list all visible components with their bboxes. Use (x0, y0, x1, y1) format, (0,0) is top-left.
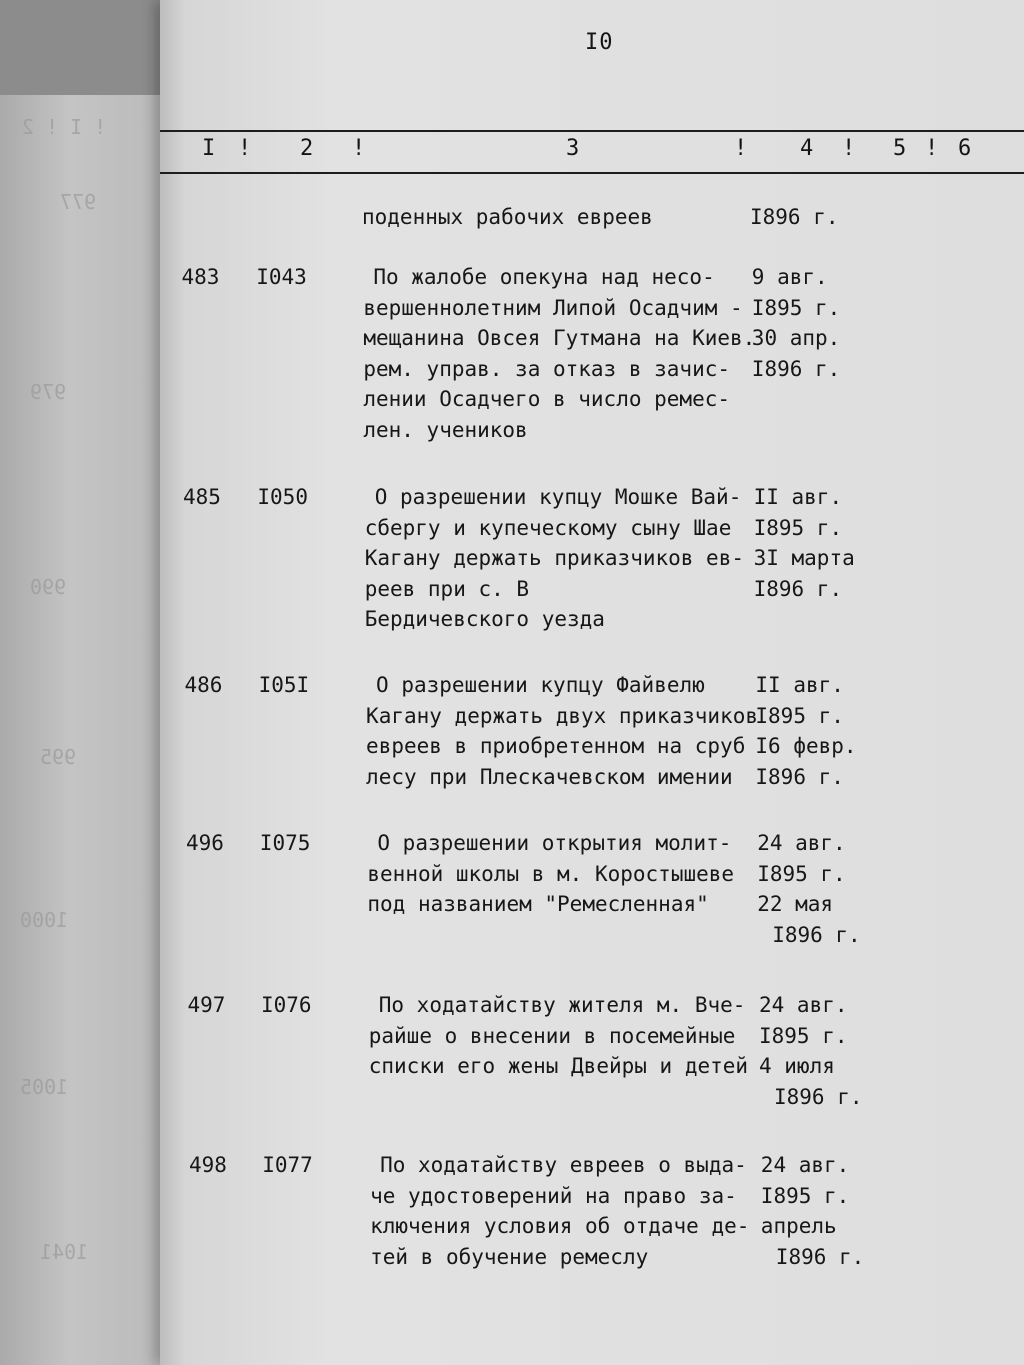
description-line: О разрешении открытия молит- (377, 831, 732, 855)
underlying-bleed-text: 977 (60, 190, 97, 214)
description-line: венной школы в м. Коростышеве (367, 861, 735, 886)
date-line: I895 г. (755, 703, 844, 728)
date-line: 9 авг. (751, 265, 828, 289)
header-sep: ! (734, 136, 748, 161)
row-number: 483 (181, 265, 220, 289)
underlying-bleed-text: 1005 (20, 1075, 69, 1099)
underlying-bleed-text: 990 (30, 575, 67, 599)
description-line: че удостоверений на право за- (370, 1183, 737, 1208)
file-number: I043 (256, 265, 307, 289)
file-number: I05I (258, 673, 310, 697)
date-line: I895 г. (759, 1023, 848, 1048)
date-line: I896 г. (774, 1084, 863, 1109)
header-bottom-rule (160, 172, 1024, 174)
header-col-1: I (202, 136, 216, 161)
header-col-4: 4 (800, 136, 814, 161)
row-number: 485 (183, 485, 221, 509)
description-line: лен. учеников (363, 417, 528, 442)
description-line: лесу при Плескачевском имении (366, 764, 733, 789)
underlying-bleed-text: 1041 (40, 1240, 89, 1264)
date-line: I895 г. (757, 861, 846, 886)
header-sep: ! (352, 136, 366, 161)
description-line: вершеннолетним Липой Осадчим - (363, 295, 743, 320)
description-line: под названием "Ремесленная" (367, 892, 709, 916)
description-line: Кагану держать двух приказчиков (366, 703, 758, 728)
description-line: рем. управ. за отказ в зачис- (363, 356, 730, 381)
description-line: мещанина Овсея Гутмана на Киев. (363, 326, 756, 350)
date-line: I895 г. (760, 1183, 850, 1208)
date-line: I896 г. (751, 356, 841, 381)
header-col-3: 3 (566, 136, 580, 161)
underlying-bleed-text: 1000 (20, 908, 69, 932)
description-line: О разрешении купцу Файвелю (376, 673, 705, 697)
description-line: евреев в приобретенном на сруб (366, 734, 746, 758)
description-line: О разрешении купцу Мошке Вай- (374, 485, 742, 509)
date-line: I895 г. (751, 295, 841, 320)
header-sep: ! (925, 136, 939, 161)
description-line: поденных рабочих евреев (362, 205, 653, 229)
row-number: 497 (187, 993, 226, 1017)
date-line: 30 апр. (751, 326, 841, 350)
file-number: I050 (257, 485, 308, 509)
header-sep: ! (842, 136, 856, 161)
description-line: реев при с. В (364, 576, 530, 601)
description-line: лении Осадчего в число ремес- (363, 387, 730, 411)
date-line: 3I марта (753, 546, 855, 570)
date-line: 24 авг. (757, 831, 846, 855)
header-top-rule (160, 130, 1024, 132)
file-number: I076 (261, 993, 312, 1017)
date-line: 4 июля (759, 1054, 835, 1078)
description-line: тей в обучение ремеслу (370, 1244, 649, 1269)
description-line: По жалобе опекуна над несо- (373, 265, 715, 289)
date-line: I895 г. (753, 515, 843, 540)
row-number: 496 (186, 831, 224, 855)
underlying-page (0, 95, 175, 1365)
underlying-bleed-text: ! I ! 2 (22, 115, 107, 139)
description-line: По ходатайству евреев о выда- (380, 1153, 747, 1177)
file-number: I075 (259, 831, 311, 855)
description-line: райше о внесении в посемейные (368, 1023, 736, 1048)
description-line: По ходатайству жителя м. Вче- (378, 993, 746, 1017)
file-number: I077 (262, 1153, 313, 1177)
date-line: I896 г. (772, 922, 861, 947)
date-line: 24 авг. (760, 1153, 850, 1177)
header-sep: ! (238, 136, 252, 161)
date-line: I896 г. (753, 576, 843, 601)
underlying-bleed-text: 995 (40, 745, 77, 769)
row-number: 498 (189, 1153, 227, 1177)
header-col-2: 2 (300, 136, 314, 161)
date-line: I896 г. (755, 764, 844, 789)
description-line: Бердичевского уезда (364, 607, 605, 631)
description-line: сбергу и купеческому сыну Шае (364, 515, 732, 540)
description-line: ключения условия об отдаче де- (370, 1214, 750, 1238)
header-col-5: 5 (893, 136, 907, 161)
date-line: II авг. (755, 673, 844, 697)
date-line: апрель (760, 1214, 837, 1238)
date-line: 24 авг. (759, 993, 848, 1017)
description-line: Кагану держать приказчиков ев- (364, 546, 744, 570)
date-line: 22 мая (757, 892, 834, 916)
underlying-bleed-text: 979 (30, 380, 67, 404)
date-line: I896 г. (775, 1244, 865, 1269)
column-header-row (0, 136, 1024, 166)
row-number: 486 (184, 673, 223, 697)
page-number: I0 (585, 30, 614, 55)
date-line: I896 г. (750, 205, 839, 229)
date-line: II авг. (753, 485, 843, 509)
date-line: I6 февр. (755, 734, 857, 758)
header-col-6: 6 (958, 136, 972, 161)
description-line: списки его жены Двейры и детей (368, 1054, 749, 1078)
